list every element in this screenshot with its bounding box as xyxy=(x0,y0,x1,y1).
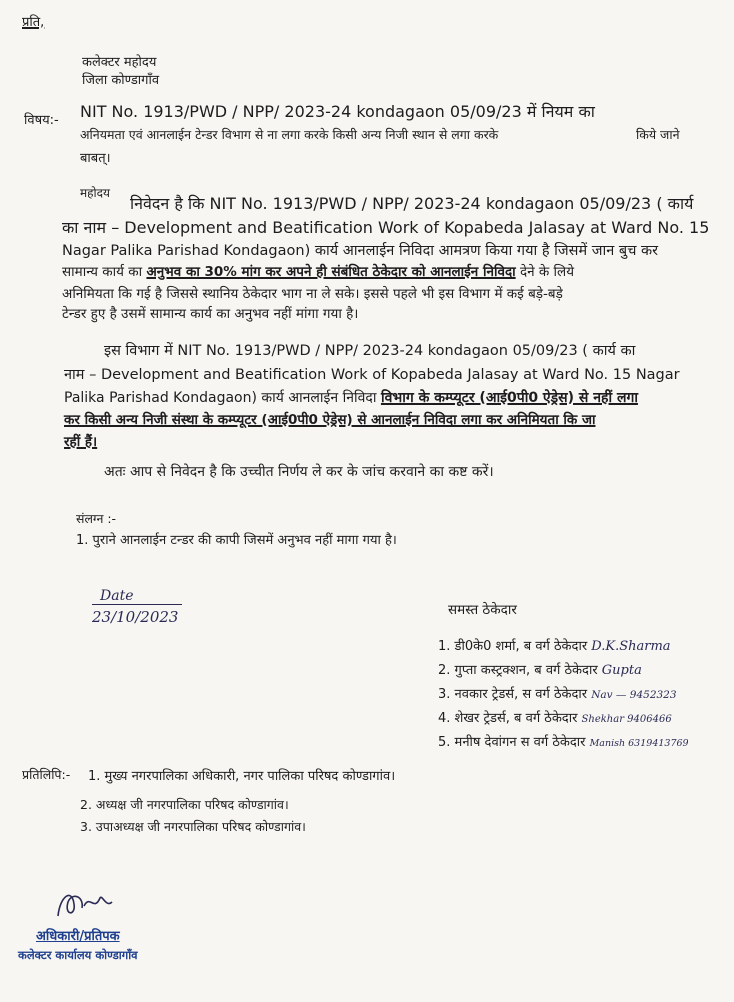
handwritten-date-label: Date xyxy=(100,588,134,604)
contractor-name: डी0के0 शर्मा, ब वर्ग ठेकेदार xyxy=(454,639,588,654)
subject-line3: बाबत्। xyxy=(80,151,111,166)
para1-line4-c: देने के लिये xyxy=(519,264,575,280)
contractors-heading: समस्त ठेकेदार xyxy=(448,602,517,618)
contractor-signature: D.K.Sharma xyxy=(591,639,671,654)
contractor-number: 4. xyxy=(438,711,451,726)
enclosure-label: संलग्न :- xyxy=(76,511,117,526)
para1-line4 xyxy=(62,262,574,280)
para2-line1: इस विभाग में NIT No. 1913/PWD / NPP/ 2023-24 kondagaon 05/09/23 ( कार्य का xyxy=(104,343,636,359)
para2-line3-underlined: विभाग के कम्प्यूटर (आई0पी0 ऐड्रेस) से नहीं लगा xyxy=(380,390,638,406)
contractor-number: 5. xyxy=(438,735,451,750)
subject-line2-tail: किये जाने xyxy=(636,127,680,142)
para2-line5: रहीं हैं। xyxy=(64,434,98,450)
contractor-item xyxy=(438,684,677,702)
stamp-line1: अधिकारी/प्रतिपक xyxy=(36,929,120,944)
officer-signature-mark xyxy=(50,886,120,922)
contractor-item xyxy=(438,636,671,654)
handwritten-date-value: 23/10/2023 xyxy=(92,608,179,626)
copy-item-1: 1. मुख्य नगरपालिका अधिकारी, नगर पालिका परिषद कोण्डागांव। xyxy=(88,769,396,784)
para1-line5: अनिमियता कि गई है जिससे स्थानिय ठेकेदार भाग ना ले सके। इससे पहले भी इस विभाग में कई बड़े-बड़े xyxy=(62,286,563,302)
contractor-number: 2. xyxy=(438,663,451,678)
copy-item-2: 2. अध्यक्ष जी नगरपालिका परिषद कोण्डागांव। xyxy=(80,797,289,812)
contractor-item xyxy=(438,660,642,678)
date-rule xyxy=(92,604,182,605)
copy-item-3: 3. उपाअध्यक्ष जी नगरपालिका परिषद कोण्डागांव। xyxy=(80,819,306,834)
request-line: अतः आप से निवेदन है कि उच्चीत निर्णय ले कर के जांच करवाने का कष्ट करें। xyxy=(104,464,494,480)
contractor-number: 3. xyxy=(438,687,451,702)
para1-line1: निवेदन है कि NIT No. 1913/PWD / NPP/ 2023-24 kondagaon 05/09/23 ( कार्य xyxy=(130,194,694,213)
contractor-signature: Manish 6319413769 xyxy=(589,738,689,749)
para2-line3 xyxy=(64,388,638,407)
contractor-name: मनीष देवांगन स वर्ग ठेकेदार xyxy=(454,735,586,750)
stamp-line2: कलेक्टर कार्यालय कोण्डागाँव xyxy=(18,948,138,962)
salutation: महोदय xyxy=(80,186,110,200)
para1-line4-a: सामान्य कार्य का xyxy=(62,264,143,280)
para2-line2: नाम – Development and Beatification Work of Kopabeda Jalasay at Ward No. 15 Nagar xyxy=(64,367,680,383)
para1-line6: टेन्डर हुए है उसमें सामान्य कार्य का अनुभव नहीं मांगा गया है। xyxy=(62,306,359,322)
addressee-line1: कलेक्टर महोदय xyxy=(82,55,157,70)
contractor-item xyxy=(438,708,672,726)
subject-line1: NIT No. 1913/PWD / NPP/ 2023-24 kondagaon 05/09/23 में नियम का xyxy=(80,102,595,121)
contractor-signature: Nav — 9452323 xyxy=(591,689,677,701)
enclosure-item: 1. पुराने आनलाईन टन्डर की कापी जिसमें अनुभव नहीं मागा गया है। xyxy=(76,533,397,548)
contractor-item xyxy=(438,732,689,750)
contractor-name: नवकार ट्रेडर्स, स वर्ग ठेकेदार xyxy=(454,687,588,702)
contractor-signature: Gupta xyxy=(601,663,642,678)
contractor-number: 1. xyxy=(438,639,451,654)
copies-label: प्रतिलिपि:- xyxy=(22,767,71,782)
para1-line4-underlined: अनुभव का 30% मांग कर अपने ही संबंधित ठेकेदार को आनलाईन निविदा xyxy=(146,264,516,280)
addressee-line2: जिला कोण्डागाँव xyxy=(82,73,160,88)
para1-line3: Nagar Palika Parishad Kondagaon) कार्य आनलाईन निविदा आमत्रण किया गया है जिसमें जान बुच कर xyxy=(62,243,659,259)
para1-line2: का नाम – Development and Beatification Work of Kopabeda Jalasay at Ward No. 15 xyxy=(62,218,710,237)
subject-label: विषय:- xyxy=(24,113,59,128)
subject-line2: अनियमता एवं आनलाईन टेन्डर विभाग से ना लगा करके किसी अन्य निजी स्थान से लगा करके xyxy=(80,127,499,142)
contractor-signature: Shekhar 9406466 xyxy=(581,714,672,725)
para2-line3-a: Palika Parishad Kondagaon) कार्य आनलाईन निविदा xyxy=(64,390,377,406)
prati-label: प्रति, xyxy=(22,15,45,30)
contractor-name: शेखर ट्रेडर्स, ब वर्ग ठेकेदार xyxy=(454,711,578,726)
contractor-name: गुप्ता कस्ट्रक्शन, ब वर्ग ठेकेदार xyxy=(454,663,598,678)
para2-line4: कर किसी अन्य निजी संस्था के कम्प्यूटर (आई0पी0 ऐड्रेस) से आनलाईन निविदा लगा कर अनिमियता कि जा xyxy=(64,412,596,428)
